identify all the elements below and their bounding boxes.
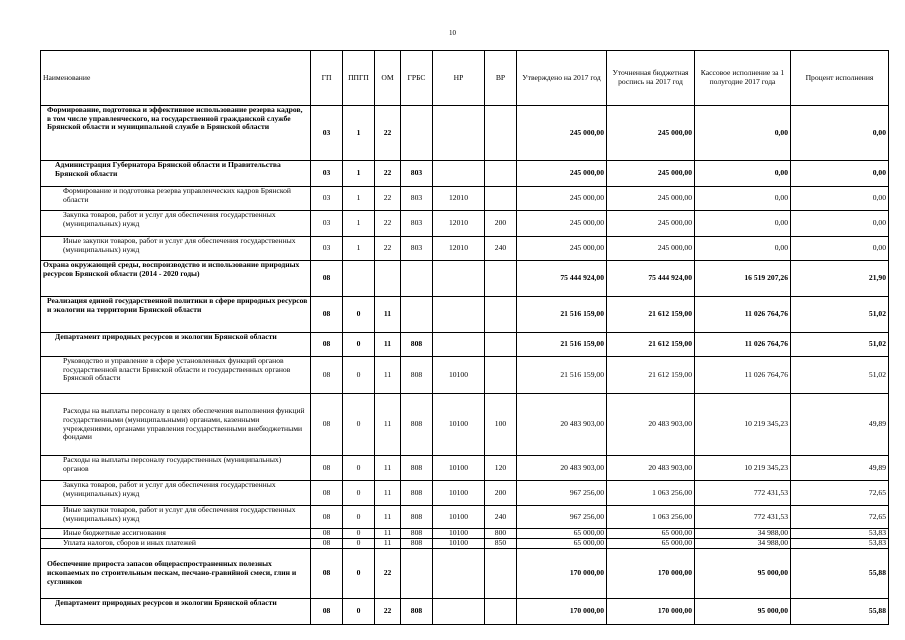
row-percent: 0,00 xyxy=(791,211,889,237)
row-vr: 800 xyxy=(485,529,517,539)
header-vr: ВР xyxy=(485,51,517,106)
row-refined: 245 000,00 xyxy=(607,106,695,161)
row-nr: 10100 xyxy=(433,394,485,456)
row-om: 11 xyxy=(375,456,401,481)
row-om: 11 xyxy=(375,539,401,549)
row-name: Расходы на выплаты персоналу в целях обеспечения выполнения функций государственными (муниципальными) органами, казенными учреждениями, органами управления государственными внебюджетными фондами xyxy=(41,394,311,456)
table-row xyxy=(41,394,889,456)
row-approved: 170 000,00 xyxy=(517,549,607,599)
table-row xyxy=(41,599,889,625)
row-vr xyxy=(485,261,517,297)
row-refined: 65 000,00 xyxy=(607,529,695,539)
row-percent: 21,90 xyxy=(791,261,889,297)
row-nr xyxy=(433,599,485,625)
row-refined: 245 000,00 xyxy=(607,211,695,237)
row-approved: 967 256,00 xyxy=(517,506,607,529)
table-row xyxy=(41,506,889,529)
row-ppgp xyxy=(343,261,375,297)
row-grbs: 808 xyxy=(401,394,433,456)
row-cash: 11 026 764,76 xyxy=(695,297,791,333)
row-vr: 200 xyxy=(485,211,517,237)
row-vr: 240 xyxy=(485,506,517,529)
row-approved: 245 000,00 xyxy=(517,106,607,161)
header-gp: ГП xyxy=(311,51,343,106)
row-grbs: 808 xyxy=(401,539,433,549)
row-om: 22 xyxy=(375,161,401,187)
row-nr: 12010 xyxy=(433,211,485,237)
row-percent: 51,02 xyxy=(791,333,889,357)
row-om: 11 xyxy=(375,357,401,394)
table-row xyxy=(41,357,889,394)
row-ppgp: 1 xyxy=(343,237,375,261)
row-name: Охрана окружающей среды, воспроизводство и использование природных ресурсов Брянской области (2014 - 2020 годы) xyxy=(41,261,311,297)
row-cash: 0,00 xyxy=(695,161,791,187)
row-name: Иные бюджетные ассигнования xyxy=(41,529,311,539)
row-percent: 72,65 xyxy=(791,506,889,529)
row-refined: 1 063 256,00 xyxy=(607,481,695,506)
table-row xyxy=(41,297,889,333)
header-ppgp: ППГП xyxy=(343,51,375,106)
row-om: 22 xyxy=(375,106,401,161)
row-grbs xyxy=(401,106,433,161)
row-name: Реализация единой государственной политики в сфере природных ресурсов и экологии на территории Брянской области xyxy=(41,297,311,333)
row-refined: 245 000,00 xyxy=(607,237,695,261)
row-vr xyxy=(485,187,517,211)
row-gp: 03 xyxy=(311,161,343,187)
row-gp: 08 xyxy=(311,506,343,529)
row-refined: 170 000,00 xyxy=(607,549,695,599)
row-gp: 03 xyxy=(311,237,343,261)
table-row xyxy=(41,539,889,549)
row-cash: 0,00 xyxy=(695,106,791,161)
row-gp: 03 xyxy=(311,211,343,237)
row-cash: 10 219 345,23 xyxy=(695,394,791,456)
row-name: Иные закупки товаров, работ и услуг для обеспечения государственных (муниципальных) нужд xyxy=(41,506,311,529)
header-nr: НР xyxy=(433,51,485,106)
row-vr xyxy=(485,549,517,599)
row-grbs xyxy=(401,297,433,333)
row-vr xyxy=(485,599,517,625)
row-ppgp: 0 xyxy=(343,599,375,625)
row-nr: 10100 xyxy=(433,357,485,394)
row-gp: 08 xyxy=(311,539,343,549)
row-approved: 967 256,00 xyxy=(517,481,607,506)
page-number: 10 xyxy=(449,29,456,37)
header-approved: Утверждено на 2017 год xyxy=(517,51,607,106)
table-row xyxy=(41,106,889,161)
row-om: 11 xyxy=(375,297,401,333)
row-vr xyxy=(485,357,517,394)
row-grbs xyxy=(401,549,433,599)
row-nr: 10100 xyxy=(433,456,485,481)
row-refined: 245 000,00 xyxy=(607,187,695,211)
row-ppgp: 0 xyxy=(343,481,375,506)
row-nr: 10100 xyxy=(433,529,485,539)
row-name: Департамент природных ресурсов и экологии Брянской области xyxy=(41,599,311,625)
row-gp: 03 xyxy=(311,106,343,161)
row-ppgp: 1 xyxy=(343,161,375,187)
row-vr xyxy=(485,297,517,333)
row-nr xyxy=(433,297,485,333)
row-grbs: 803 xyxy=(401,237,433,261)
row-cash: 34 988,00 xyxy=(695,529,791,539)
row-nr xyxy=(433,261,485,297)
row-approved: 20 483 903,00 xyxy=(517,456,607,481)
table-row xyxy=(41,211,889,237)
row-percent: 53,83 xyxy=(791,529,889,539)
row-approved: 245 000,00 xyxy=(517,187,607,211)
row-gp: 08 xyxy=(311,297,343,333)
row-gp: 08 xyxy=(311,549,343,599)
row-cash: 772 431,53 xyxy=(695,481,791,506)
table-row xyxy=(41,237,889,261)
row-name: Формирование, подготовка и эффективное использование резерва кадров, в том числе управленческого, на государственной гражданской службе Брянской области и муниципальной службе в Брянской области xyxy=(41,106,311,161)
row-cash: 11 026 764,76 xyxy=(695,357,791,394)
row-grbs xyxy=(401,261,433,297)
row-grbs: 803 xyxy=(401,211,433,237)
row-percent: 53,83 xyxy=(791,539,889,549)
row-grbs: 808 xyxy=(401,481,433,506)
row-name: Иные закупки товаров, работ и услуг для обеспечения государственных (муниципальных) нужд xyxy=(41,237,311,261)
row-refined: 65 000,00 xyxy=(607,539,695,549)
row-vr xyxy=(485,106,517,161)
row-percent: 55,88 xyxy=(791,599,889,625)
row-vr: 120 xyxy=(485,456,517,481)
row-ppgp: 0 xyxy=(343,333,375,357)
row-gp: 08 xyxy=(311,261,343,297)
row-approved: 170 000,00 xyxy=(517,599,607,625)
row-gp: 03 xyxy=(311,187,343,211)
row-gp: 08 xyxy=(311,481,343,506)
row-gp: 08 xyxy=(311,456,343,481)
row-approved: 65 000,00 xyxy=(517,529,607,539)
row-refined: 20 483 903,00 xyxy=(607,394,695,456)
header-refined: Уточненная бюджетная роспись на 2017 год xyxy=(607,51,695,106)
table-row xyxy=(41,549,889,599)
row-nr xyxy=(433,333,485,357)
row-refined: 170 000,00 xyxy=(607,599,695,625)
row-om: 22 xyxy=(375,237,401,261)
row-grbs: 803 xyxy=(401,187,433,211)
row-cash: 10 219 345,23 xyxy=(695,456,791,481)
row-grbs: 808 xyxy=(401,599,433,625)
row-name: Уплата налогов, сборов и иных платежей xyxy=(41,539,311,549)
row-gp: 08 xyxy=(311,357,343,394)
row-cash: 34 988,00 xyxy=(695,539,791,549)
table-row xyxy=(41,456,889,481)
row-om: 22 xyxy=(375,211,401,237)
row-refined: 21 612 159,00 xyxy=(607,297,695,333)
row-vr xyxy=(485,161,517,187)
row-approved: 21 516 159,00 xyxy=(517,333,607,357)
row-refined: 21 612 159,00 xyxy=(607,333,695,357)
row-gp: 08 xyxy=(311,529,343,539)
row-om xyxy=(375,261,401,297)
row-ppgp: 0 xyxy=(343,529,375,539)
row-grbs: 808 xyxy=(401,357,433,394)
row-approved: 20 483 903,00 xyxy=(517,394,607,456)
row-approved: 65 000,00 xyxy=(517,539,607,549)
table-header-row xyxy=(41,51,889,106)
row-refined: 21 612 159,00 xyxy=(607,357,695,394)
row-refined: 75 444 924,00 xyxy=(607,261,695,297)
row-approved: 21 516 159,00 xyxy=(517,357,607,394)
row-refined: 245 000,00 xyxy=(607,161,695,187)
row-ppgp: 0 xyxy=(343,539,375,549)
row-percent: 51,02 xyxy=(791,357,889,394)
header-name: Наименование xyxy=(41,51,311,106)
row-approved: 21 516 159,00 xyxy=(517,297,607,333)
row-cash: 0,00 xyxy=(695,187,791,211)
row-percent: 72,65 xyxy=(791,481,889,506)
row-nr: 12010 xyxy=(433,187,485,211)
row-om: 22 xyxy=(375,599,401,625)
row-percent: 0,00 xyxy=(791,187,889,211)
header-cash: Кассовое исполнение за 1 полугодие 2017 года xyxy=(695,51,791,106)
row-approved: 245 000,00 xyxy=(517,161,607,187)
row-vr: 200 xyxy=(485,481,517,506)
row-name: Расходы на выплаты персоналу государственных (муниципальных) органов xyxy=(41,456,311,481)
row-nr: 10100 xyxy=(433,506,485,529)
table-row xyxy=(41,529,889,539)
row-om: 11 xyxy=(375,506,401,529)
row-refined: 1 063 256,00 xyxy=(607,506,695,529)
row-approved: 245 000,00 xyxy=(517,237,607,261)
table-row xyxy=(41,187,889,211)
budget-execution-table xyxy=(40,50,889,625)
row-nr: 12010 xyxy=(433,237,485,261)
row-vr xyxy=(485,333,517,357)
row-grbs: 803 xyxy=(401,161,433,187)
row-gp: 08 xyxy=(311,394,343,456)
row-cash: 772 431,53 xyxy=(695,506,791,529)
header-percent: Процент исполнения xyxy=(791,51,889,106)
table-row xyxy=(41,261,889,297)
row-percent: 49,89 xyxy=(791,456,889,481)
row-name: Закупка товаров, работ и услуг для обеспечения государственных (муниципальных) нужд xyxy=(41,211,311,237)
row-name: Департамент природных ресурсов и экологии Брянской области xyxy=(41,333,311,357)
row-ppgp: 0 xyxy=(343,549,375,599)
row-vr: 850 xyxy=(485,539,517,549)
row-cash: 16 519 207,26 xyxy=(695,261,791,297)
row-cash: 95 000,00 xyxy=(695,549,791,599)
row-grbs: 808 xyxy=(401,506,433,529)
row-ppgp: 0 xyxy=(343,456,375,481)
row-percent: 0,00 xyxy=(791,237,889,261)
table-row xyxy=(41,333,889,357)
row-om: 11 xyxy=(375,529,401,539)
row-om: 22 xyxy=(375,549,401,599)
row-ppgp: 1 xyxy=(343,211,375,237)
row-nr xyxy=(433,549,485,599)
row-percent: 55,88 xyxy=(791,549,889,599)
row-om: 11 xyxy=(375,394,401,456)
row-ppgp: 0 xyxy=(343,394,375,456)
row-cash: 95 000,00 xyxy=(695,599,791,625)
row-approved: 245 000,00 xyxy=(517,211,607,237)
row-nr xyxy=(433,106,485,161)
row-nr: 10100 xyxy=(433,539,485,549)
row-cash: 0,00 xyxy=(695,237,791,261)
row-ppgp: 0 xyxy=(343,297,375,333)
row-percent: 49,89 xyxy=(791,394,889,456)
row-nr xyxy=(433,161,485,187)
row-ppgp: 0 xyxy=(343,357,375,394)
row-vr: 100 xyxy=(485,394,517,456)
row-name: Закупка товаров, работ и услуг для обеспечения государственных (муниципальных) нужд xyxy=(41,481,311,506)
row-name: Руководство и управление в сфере установленных функций органов государственной власти Брянской области и государственных органов Брянской области xyxy=(41,357,311,394)
row-name: Обеспечение прироста запасов общераспространенных полезных ископаемых по строительным пескам, песчано-гравийной смеси, глин и суглинков xyxy=(41,549,311,599)
row-refined: 20 483 903,00 xyxy=(607,456,695,481)
row-ppgp: 1 xyxy=(343,187,375,211)
row-percent: 51,02 xyxy=(791,297,889,333)
row-gp: 08 xyxy=(311,333,343,357)
row-name: Формирование и подготовка резерва управленческих кадров Брянской области xyxy=(41,187,311,211)
table-row xyxy=(41,481,889,506)
row-cash: 11 026 764,76 xyxy=(695,333,791,357)
row-gp: 08 xyxy=(311,599,343,625)
header-grbs: ГРБС xyxy=(401,51,433,106)
row-ppgp: 0 xyxy=(343,506,375,529)
row-name: Администрация Губернатора Брянской области и Правительства Брянской области xyxy=(41,161,311,187)
row-grbs: 808 xyxy=(401,529,433,539)
row-om: 22 xyxy=(375,187,401,211)
row-percent: 0,00 xyxy=(791,161,889,187)
header-om: ОМ xyxy=(375,51,401,106)
row-vr: 240 xyxy=(485,237,517,261)
row-om: 11 xyxy=(375,481,401,506)
row-cash: 0,00 xyxy=(695,211,791,237)
row-om: 11 xyxy=(375,333,401,357)
row-grbs: 808 xyxy=(401,333,433,357)
table-row xyxy=(41,161,889,187)
row-grbs: 808 xyxy=(401,456,433,481)
row-nr: 10100 xyxy=(433,481,485,506)
row-approved: 75 444 924,00 xyxy=(517,261,607,297)
row-ppgp: 1 xyxy=(343,106,375,161)
row-percent: 0,00 xyxy=(791,106,889,161)
